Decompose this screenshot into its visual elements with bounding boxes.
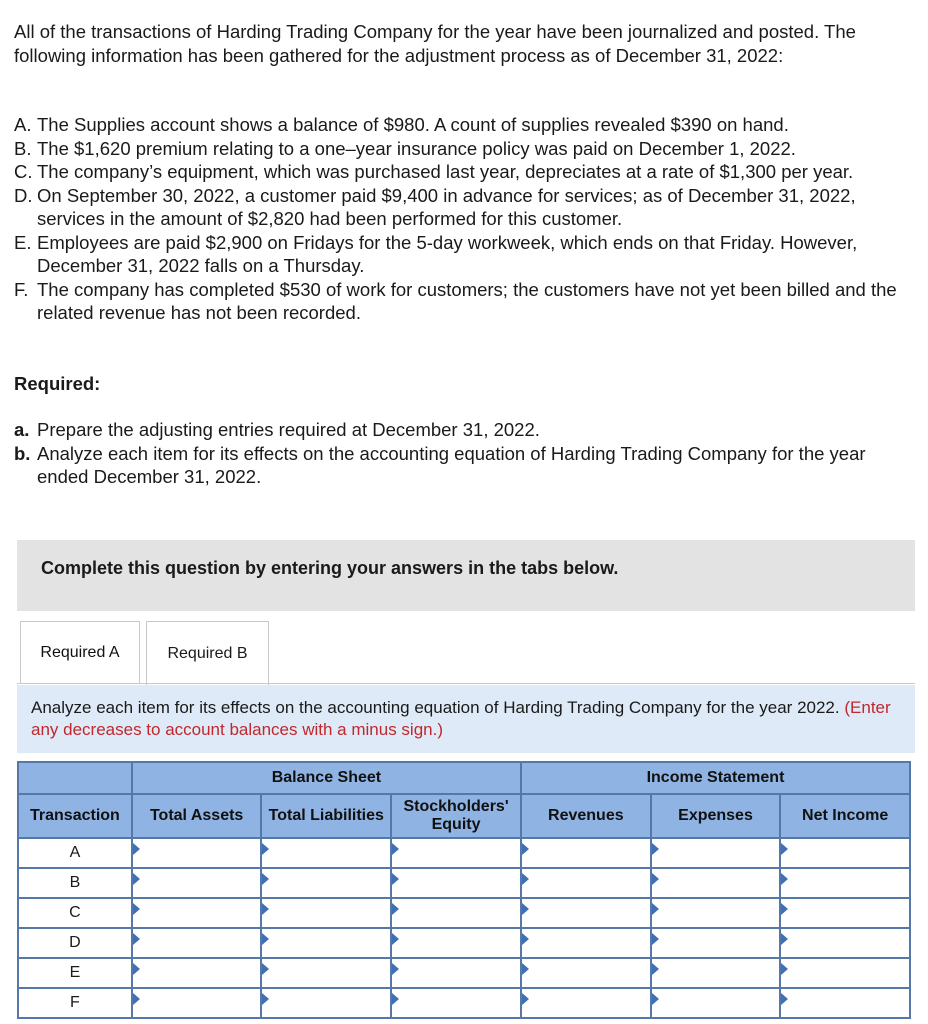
total-liabilities-column-header: Total Liabilities xyxy=(261,794,391,838)
net-income-input[interactable] xyxy=(781,994,909,1011)
revenues-cell[interactable] xyxy=(521,898,651,928)
net-income-column-header: Net Income xyxy=(780,794,910,838)
total-liabilities-input[interactable] xyxy=(262,964,390,981)
list-item xyxy=(14,231,919,278)
expenses-input[interactable] xyxy=(652,964,780,981)
stockholders-equity-cell[interactable] xyxy=(391,838,521,868)
input-marker-icon xyxy=(522,933,529,945)
input-marker-icon xyxy=(781,963,788,975)
tab-required-b[interactable]: Required B xyxy=(146,621,269,685)
net-income-input[interactable] xyxy=(781,934,909,951)
total-assets-input[interactable] xyxy=(133,994,261,1011)
expenses-input[interactable] xyxy=(652,844,780,861)
list-item xyxy=(14,160,919,184)
total-assets-cell[interactable] xyxy=(132,958,262,988)
net-income-cell[interactable] xyxy=(780,868,910,898)
expenses-cell[interactable] xyxy=(651,928,781,958)
revenues-input[interactable] xyxy=(522,964,650,981)
input-marker-icon xyxy=(262,933,269,945)
item-text: The Supplies account shows a balance of $980. A count of supplies revealed $390 on hand. xyxy=(37,114,789,135)
corner-header xyxy=(18,762,132,794)
expenses-input[interactable] xyxy=(652,904,780,921)
total-assets-column-header: Total Assets xyxy=(132,794,262,838)
input-marker-icon xyxy=(652,903,659,915)
total-liabilities-input[interactable] xyxy=(262,994,390,1011)
instructions-main: Analyze each item for its effects on the accounting equation of Harding Trading Company for the year 2022. xyxy=(31,698,840,717)
total-assets-input[interactable] xyxy=(133,874,261,891)
stockholders-equity-cell[interactable] xyxy=(391,928,521,958)
table-row xyxy=(18,958,910,988)
stockholders-equity-input[interactable] xyxy=(392,964,520,981)
input-marker-icon xyxy=(392,873,399,885)
income-statement-header: Income Statement xyxy=(521,762,910,794)
input-marker-icon xyxy=(392,903,399,915)
total-liabilities-cell[interactable] xyxy=(261,898,391,928)
stockholders-equity-cell[interactable] xyxy=(391,898,521,928)
list-item xyxy=(14,278,919,325)
input-marker-icon xyxy=(781,843,788,855)
requirement-text: Prepare the adjusting entries required at December 31, 2022. xyxy=(37,419,540,440)
transaction-label: A xyxy=(18,838,132,868)
expenses-cell[interactable] xyxy=(651,958,781,988)
list-item xyxy=(14,113,919,137)
table-row xyxy=(18,928,910,958)
stockholders-equity-cell[interactable] xyxy=(391,958,521,988)
requirement-letter: a. xyxy=(14,419,30,440)
net-income-input[interactable] xyxy=(781,844,909,861)
total-assets-input[interactable] xyxy=(133,934,261,951)
total-assets-cell[interactable] xyxy=(132,868,262,898)
item-text: Employees are paid $2,900 on Fridays for the 5-day workweek, which ends on that Friday. However, December 31, 2022 falls on a Thursday. xyxy=(37,231,858,276)
requirements-list xyxy=(14,418,919,489)
input-marker-icon xyxy=(392,963,399,975)
item-text: The company has completed $530 of work for customers; the customers have not yet been billed and the related revenue has not been recorded. xyxy=(37,278,897,323)
net-income-cell[interactable] xyxy=(780,838,910,868)
total-liabilities-cell[interactable] xyxy=(261,838,391,868)
input-marker-icon xyxy=(652,933,659,945)
input-marker-icon xyxy=(133,963,140,975)
expenses-cell[interactable] xyxy=(651,868,781,898)
balance-sheet-header: Balance Sheet xyxy=(132,762,521,794)
revenues-cell[interactable] xyxy=(521,928,651,958)
total-assets-cell[interactable] xyxy=(132,988,262,1018)
item-letter: B. xyxy=(14,137,32,159)
adjustment-items-list xyxy=(14,113,919,325)
input-marker-icon xyxy=(522,963,529,975)
expenses-input[interactable] xyxy=(652,994,780,1011)
item-letter: D. xyxy=(14,184,33,206)
tab-divider xyxy=(17,683,915,684)
required-heading: Required: xyxy=(14,373,101,394)
list-item xyxy=(14,442,919,489)
total-liabilities-cell[interactable] xyxy=(261,958,391,988)
expenses-cell[interactable] xyxy=(651,898,781,928)
net-income-cell[interactable] xyxy=(780,988,910,1018)
input-marker-icon xyxy=(781,993,788,1005)
list-item xyxy=(14,137,919,161)
requirement-text: Analyze each item for its effects on the accounting equation of Harding Trading Company for the year ended December 31, 2022. xyxy=(37,442,866,487)
input-marker-icon xyxy=(262,993,269,1005)
input-marker-icon xyxy=(781,873,788,885)
revenues-input[interactable] xyxy=(522,994,650,1011)
total-assets-cell[interactable] xyxy=(132,928,262,958)
transaction-column-header: Transaction xyxy=(18,794,132,838)
stockholders-equity-input[interactable] xyxy=(392,874,520,891)
input-marker-icon xyxy=(522,873,529,885)
transaction-label: E xyxy=(18,958,132,988)
transaction-label: B xyxy=(18,868,132,898)
accounting-equation-table xyxy=(17,761,911,1019)
revenues-cell[interactable] xyxy=(521,988,651,1018)
stockholders-equity-cell[interactable] xyxy=(391,988,521,1018)
input-marker-icon xyxy=(652,993,659,1005)
input-marker-icon xyxy=(133,903,140,915)
input-marker-icon xyxy=(652,873,659,885)
total-liabilities-input[interactable] xyxy=(262,874,390,891)
total-liabilities-cell[interactable] xyxy=(261,988,391,1018)
tab-required-a[interactable]: Required A xyxy=(20,621,140,684)
input-marker-icon xyxy=(262,903,269,915)
revenues-input[interactable] xyxy=(522,874,650,891)
expenses-input[interactable] xyxy=(652,934,780,951)
expenses-cell[interactable] xyxy=(651,988,781,1018)
revenues-column-header: Revenues xyxy=(521,794,651,838)
total-liabilities-input[interactable] xyxy=(262,844,390,861)
problem-intro xyxy=(14,20,914,67)
instruction-banner: Complete this question by entering your answers in the tabs below. xyxy=(17,540,915,611)
total-assets-input[interactable] xyxy=(133,964,261,981)
list-item xyxy=(14,184,919,231)
total-liabilities-cell[interactable] xyxy=(261,928,391,958)
stockholders-equity-cell[interactable] xyxy=(391,868,521,898)
total-assets-cell[interactable] xyxy=(132,898,262,928)
net-income-input[interactable] xyxy=(781,874,909,891)
total-liabilities-input[interactable] xyxy=(262,934,390,951)
table-row xyxy=(18,868,910,898)
intro-text: All of the transactions of Harding Trading Company for the year have been journalized and posted. The following information has been gathered for the adjustment process as of December 31, 2022: xyxy=(14,21,856,66)
stockholders-equity-column-header: Stockholders' Equity xyxy=(391,794,521,838)
expenses-column-header: Expenses xyxy=(651,794,781,838)
net-income-cell[interactable] xyxy=(780,958,910,988)
revenues-cell[interactable] xyxy=(521,838,651,868)
input-marker-icon xyxy=(262,963,269,975)
item-letter: A. xyxy=(14,114,32,135)
input-marker-icon xyxy=(133,993,140,1005)
table-row xyxy=(18,898,910,928)
input-marker-icon xyxy=(133,933,140,945)
input-marker-icon xyxy=(522,843,529,855)
input-marker-icon xyxy=(652,963,659,975)
revenues-input[interactable] xyxy=(522,844,650,861)
input-marker-icon xyxy=(522,993,529,1005)
input-marker-icon xyxy=(133,873,140,885)
transaction-label: D xyxy=(18,928,132,958)
stockholders-equity-input[interactable] xyxy=(392,994,520,1011)
stockholders-equity-input[interactable] xyxy=(392,904,520,921)
total-liabilities-input[interactable] xyxy=(262,904,390,921)
tab-instructions xyxy=(17,685,915,753)
revenues-cell[interactable] xyxy=(521,958,651,988)
input-marker-icon xyxy=(392,933,399,945)
input-marker-icon xyxy=(781,903,788,915)
input-marker-icon xyxy=(392,843,399,855)
item-text: On September 30, 2022, a customer paid $9,400 in advance for services; as of December 31, 2022, services in the amount of $2,820 had been performed for this customer. xyxy=(37,184,856,229)
stockholders-equity-input[interactable] xyxy=(392,844,520,861)
input-marker-icon xyxy=(392,993,399,1005)
input-marker-icon xyxy=(652,843,659,855)
input-marker-icon xyxy=(133,843,140,855)
transaction-label: C xyxy=(18,898,132,928)
input-marker-icon xyxy=(262,873,269,885)
input-marker-icon xyxy=(262,843,269,855)
total-assets-input[interactable] xyxy=(133,904,261,921)
revenues-input[interactable] xyxy=(522,934,650,951)
instructions-note: (Enter any decreases to account balances with a minus sign.) xyxy=(31,698,891,739)
table-row xyxy=(18,988,910,1018)
total-liabilities-cell[interactable] xyxy=(261,868,391,898)
net-income-cell[interactable] xyxy=(780,928,910,958)
requirement-letter: b. xyxy=(14,442,31,464)
list-item xyxy=(14,418,919,442)
table-row xyxy=(18,838,910,868)
total-assets-input[interactable] xyxy=(133,844,261,861)
expenses-input[interactable] xyxy=(652,874,780,891)
net-income-input[interactable] xyxy=(781,964,909,981)
revenues-input[interactable] xyxy=(522,904,650,921)
item-text: The $1,620 premium relating to a one–year insurance policy was paid on December 1, 2022. xyxy=(37,137,796,159)
item-letter: C. xyxy=(14,161,33,182)
net-income-input[interactable] xyxy=(781,904,909,921)
net-income-cell[interactable] xyxy=(780,898,910,928)
expenses-cell[interactable] xyxy=(651,838,781,868)
stockholders-equity-input[interactable] xyxy=(392,934,520,951)
item-letter: E. xyxy=(14,231,32,253)
total-assets-cell[interactable] xyxy=(132,838,262,868)
item-letter: F. xyxy=(14,278,29,300)
transaction-label: F xyxy=(18,988,132,1018)
revenues-cell[interactable] xyxy=(521,868,651,898)
item-text: The company’s equipment, which was purchased last year, depreciates at a rate of $1,300 per year. xyxy=(37,161,854,182)
input-marker-icon xyxy=(522,903,529,915)
input-marker-icon xyxy=(781,933,788,945)
